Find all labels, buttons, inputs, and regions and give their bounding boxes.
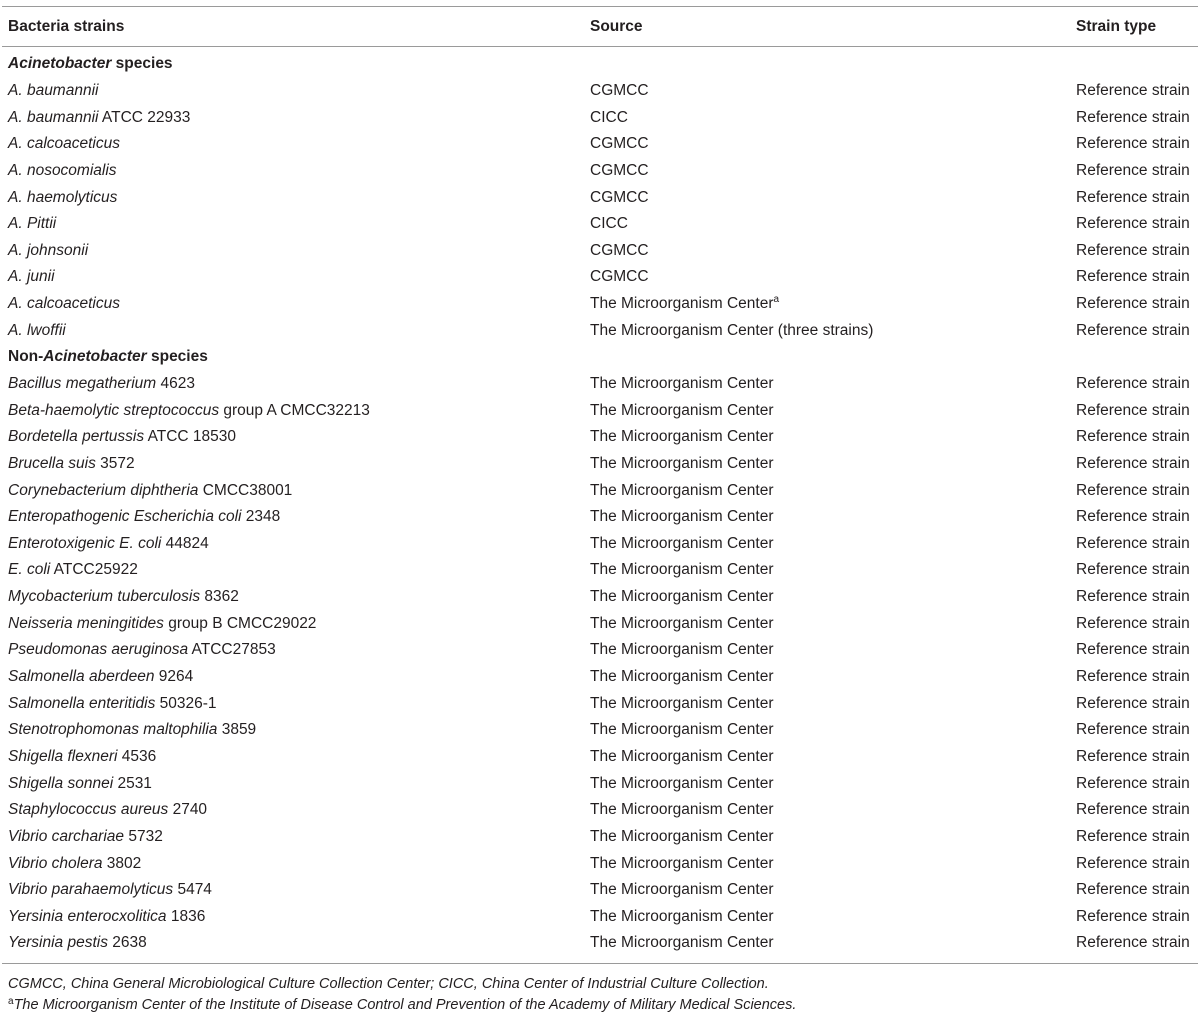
table-row: [2, 184, 1198, 211]
cell-strain-name: [2, 104, 584, 131]
header-strain-type: Strain type: [1073, 7, 1198, 47]
strain-name-segment: 4623: [156, 375, 195, 392]
cell-strain-name: [2, 930, 584, 963]
strain-name-segment: 44824: [161, 534, 209, 552]
strain-name-segment: Staphylococcus aureus: [8, 801, 169, 819]
cell-strain-name: [2, 264, 584, 291]
cell-strain-type: Reference strain: [1076, 881, 1190, 899]
strain-name-segment: Brucella suis: [8, 454, 96, 472]
strain-name-segment: 5474: [173, 881, 212, 899]
cell-strain-name: [2, 211, 584, 238]
table-row: [2, 904, 1198, 931]
strain-name-segment: ATCC 22933: [98, 108, 191, 126]
cell-source: [584, 637, 1073, 664]
cell-source: [584, 904, 1073, 931]
strain-name-segment: 1836: [166, 907, 206, 925]
table-header: [2, 7, 1198, 47]
source-text: The Microorganism Center: [590, 774, 774, 792]
cell-strain-type: Reference strain: [1076, 588, 1190, 606]
cell-source: [584, 584, 1073, 611]
header-source: Source: [584, 7, 1073, 47]
cell-strain-name: [2, 557, 584, 584]
cell-strain-name: [2, 744, 584, 771]
cell-source: [584, 557, 1073, 584]
cell-strain-type: Reference strain: [1076, 375, 1190, 392]
table-row: [2, 690, 1198, 717]
group-label-segment: species: [111, 55, 173, 73]
cell-strain-type: Reference strain: [1076, 428, 1190, 446]
group-header-row: [2, 344, 1198, 371]
cell-source: [584, 477, 1073, 504]
strain-name-segment: Beta-haemolytic streptococcus: [8, 401, 220, 419]
source-text: The Microorganism Center: [590, 881, 774, 899]
source-text: The Microorganism Center: [590, 534, 774, 552]
header-bacteria-strains: Bacteria strains: [2, 7, 584, 47]
strain-name-segment: A. baumannii: [8, 81, 99, 99]
strain-name-segment: 50326-1: [155, 694, 217, 712]
source-text: CICC: [590, 108, 628, 126]
table-row: [2, 237, 1198, 264]
cell-source: [584, 158, 1073, 185]
table-row: [2, 317, 1198, 344]
cell-strain-name: [2, 451, 584, 478]
table-row: [2, 824, 1198, 851]
cell-source: [584, 211, 1073, 238]
strain-name-segment: E. coli: [8, 561, 51, 579]
cell-strain-name: [2, 797, 584, 824]
cell-strain-type: Reference strain: [1076, 81, 1190, 99]
cell-source: [584, 824, 1073, 851]
strain-name-segment: Mycobacterium tuberculosis: [8, 588, 201, 606]
source-text: CGMCC: [590, 268, 649, 286]
strain-name-segment: CMCC38001: [198, 481, 293, 499]
source-text: The Microorganism Center: [590, 481, 774, 499]
strain-name-segment: A. calcoaceticus: [8, 135, 120, 153]
strain-name-segment: Vibrio parahaemolyticus: [8, 881, 174, 899]
source-text: The Microorganism Center: [590, 721, 774, 739]
cell-strain-name: [2, 904, 584, 931]
table-body: [2, 47, 1198, 964]
group-label-segment: Acinetobacter: [8, 55, 112, 73]
source-text: The Microorganism Center: [590, 614, 774, 632]
cell-source: [584, 131, 1073, 158]
source-text: The Microorganism Center (three strains): [590, 321, 874, 339]
strain-name-segment: Salmonella enteritidis: [8, 694, 156, 712]
table-row: [2, 797, 1198, 824]
cell-source: [584, 531, 1073, 558]
group-header-label: [2, 47, 1198, 78]
table-row: [2, 264, 1198, 291]
source-text: The Microorganism Center: [590, 454, 774, 472]
source-text: The Microorganism Center: [590, 401, 774, 419]
cell-strain-type: Reference strain: [1076, 321, 1190, 339]
strain-name-segment: Enteropathogenic Escherichia coli: [8, 508, 242, 526]
strain-name-segment: Corynebacterium diphtheria: [8, 481, 199, 499]
cell-strain-type: Reference strain: [1076, 508, 1190, 526]
table-row: [2, 451, 1198, 478]
cell-strain-type: Reference strain: [1076, 215, 1190, 233]
cell-strain-name: [2, 531, 584, 558]
source-text: CGMCC: [590, 81, 649, 99]
cell-strain-name: [2, 397, 584, 424]
strain-name-segment: Yersinia enterocxolitica: [8, 907, 167, 925]
cell-strain-name: [2, 504, 584, 531]
cell-source: [584, 744, 1073, 771]
strain-name-segment: 4536: [117, 747, 157, 765]
strain-name-segment: Yersinia pestis: [8, 934, 108, 952]
source-text: The Microorganism Center: [590, 561, 774, 579]
cell-source: [584, 184, 1073, 211]
source-text: The Microorganism Center: [590, 827, 774, 845]
strain-name-segment: ATCC 18530: [144, 428, 237, 446]
cell-strain-type: Reference strain: [1076, 188, 1190, 206]
table-row: [2, 770, 1198, 797]
source-text: The Microorganism Center: [590, 694, 774, 712]
cell-strain-type: Reference strain: [1076, 827, 1190, 845]
strain-name-segment: 3859: [217, 721, 257, 739]
footnote-a-marker: a: [8, 996, 14, 1007]
table-row: [2, 557, 1198, 584]
table-footnotes: [8, 974, 796, 1016]
cell-source: [584, 930, 1073, 963]
table-row: [2, 531, 1198, 558]
source-text: The Microorganism Center: [590, 747, 774, 765]
source-text: The Microorganism Center: [590, 854, 774, 872]
cell-strain-name: [2, 371, 584, 398]
cell-source: [584, 78, 1073, 105]
strain-name-segment: group B CMCC29022: [163, 614, 317, 632]
table-row: [2, 664, 1198, 691]
table-row: [2, 850, 1198, 877]
strain-table: [2, 6, 1198, 964]
table-row: [2, 424, 1198, 451]
strain-name-segment: Neisseria meningitides: [8, 614, 164, 632]
source-text: The Microorganism Center: [590, 508, 774, 526]
table-row: [2, 78, 1198, 105]
table-row: [2, 104, 1198, 131]
cell-strain-name: [2, 584, 584, 611]
cell-source: [584, 850, 1073, 877]
source-text: CGMCC: [590, 241, 649, 259]
source-text: The Microorganism Center: [590, 668, 774, 686]
source-text: The Microorganism Center: [590, 801, 774, 819]
cell-strain-name: [2, 131, 584, 158]
strain-name-segment: 2348: [241, 508, 281, 526]
cell-source: [584, 317, 1073, 344]
table-row: [2, 717, 1198, 744]
footnote-a: [8, 995, 796, 1016]
cell-strain-type: Reference strain: [1076, 774, 1190, 792]
strain-name-segment: 2531: [113, 774, 152, 792]
group-header-label: [2, 344, 1198, 371]
strain-name-segment: ATCC27853: [188, 641, 276, 659]
cell-strain-type: Reference strain: [1076, 801, 1190, 819]
table-row: [2, 877, 1198, 904]
source-text: CGMCC: [590, 161, 649, 179]
group-label-segment: species: [146, 348, 208, 366]
strain-name-segment: Salmonella aberdeen: [8, 668, 155, 686]
strain-name-segment: group A CMCC32213: [219, 401, 370, 419]
strain-name-segment: 8362: [200, 588, 239, 606]
strain-name-segment: Vibrio carchariae: [8, 827, 125, 845]
cell-strain-type: Reference strain: [1076, 641, 1190, 659]
table-row: [2, 131, 1198, 158]
cell-strain-name: [2, 158, 584, 185]
cell-source: [584, 690, 1073, 717]
cell-strain-name: [2, 424, 584, 451]
cell-strain-type: Reference strain: [1076, 721, 1190, 739]
strain-name-segment: 9264: [154, 668, 194, 686]
group-label-segment: Acinetobacter: [43, 348, 147, 366]
strain-name-segment: Vibrio cholera: [8, 854, 103, 872]
cell-strain-name: [2, 824, 584, 851]
cell-strain-type: Reference strain: [1076, 534, 1190, 552]
table-row: [2, 610, 1198, 637]
strain-name-segment: Bordetella pertussis: [8, 428, 145, 446]
strain-name-segment: Shigella sonnei: [8, 774, 114, 792]
cell-strain-type: Reference strain: [1076, 907, 1190, 925]
strain-name-segment: Bacillus megatherium: [8, 375, 157, 392]
cell-source: [584, 264, 1073, 291]
strain-name-segment: ATCC25922: [50, 561, 138, 579]
strain-name-segment: 3572: [95, 454, 135, 472]
cell-strain-name: [2, 291, 584, 318]
cell-strain-type: Reference strain: [1076, 694, 1190, 712]
cell-source: [584, 291, 1073, 318]
cell-strain-name: [2, 610, 584, 637]
table-row: [2, 211, 1198, 238]
cell-strain-name: [2, 877, 584, 904]
strain-name-segment: Stenotrophomonas maltophilia: [8, 721, 218, 739]
cell-strain-name: [2, 477, 584, 504]
source-text: The Microorganism Center: [590, 907, 774, 925]
strain-name-segment: Shigella flexneri: [8, 747, 118, 765]
cell-source: [584, 371, 1073, 398]
strain-table-container: [0, 6, 1200, 964]
cell-strain-type: Reference strain: [1076, 241, 1190, 259]
cell-source: [584, 770, 1073, 797]
source-text: The Microorganism Center: [590, 295, 774, 313]
cell-strain-name: [2, 770, 584, 797]
table-row: [2, 584, 1198, 611]
table-row: [2, 371, 1198, 398]
cell-source: [584, 664, 1073, 691]
cell-strain-type: Reference strain: [1076, 561, 1190, 579]
table-row: [2, 158, 1198, 185]
strain-name-segment: A. calcoaceticus: [8, 295, 120, 313]
source-text: The Microorganism Center: [590, 641, 774, 659]
cell-source: [584, 504, 1073, 531]
cell-strain-type: Reference strain: [1073, 930, 1198, 963]
cell-strain-name: [2, 184, 584, 211]
source-text: The Microorganism Center: [590, 934, 774, 952]
table-row: [2, 504, 1198, 531]
source-text: CGMCC: [590, 135, 649, 153]
strain-name-segment: 2638: [107, 934, 147, 952]
cell-source: [584, 104, 1073, 131]
cell-source: [584, 237, 1073, 264]
cell-source: [584, 451, 1073, 478]
cell-strain-name: [2, 237, 584, 264]
table-row: [2, 744, 1198, 771]
strain-name-segment: A. Pittii: [8, 215, 57, 233]
strain-name-segment: 3802: [102, 854, 142, 872]
cell-strain-name: [2, 850, 584, 877]
strain-name-segment: Pseudomonas aeruginosa: [8, 641, 189, 659]
source-text: The Microorganism Center: [590, 375, 774, 392]
cell-strain-name: [2, 717, 584, 744]
cell-strain-name: [2, 690, 584, 717]
table-row: [2, 291, 1198, 318]
cell-strain-type: Reference strain: [1076, 161, 1190, 179]
cell-strain-type: Reference strain: [1076, 108, 1190, 126]
cell-strain-type: Reference strain: [1076, 854, 1190, 872]
header-row: [2, 7, 1198, 47]
source-text: CGMCC: [590, 188, 649, 206]
cell-source: [584, 877, 1073, 904]
table-row: [2, 930, 1198, 963]
footnote-a-text: The Microorganism Center of the Institute of Disease Control and Prevention of the Academy of Military Medical Sciences.: [13, 997, 797, 1013]
source-text: The Microorganism Center: [590, 588, 774, 606]
strain-name-segment: A. junii: [8, 268, 55, 286]
cell-strain-type: Reference strain: [1076, 747, 1190, 765]
source-text: CICC: [590, 215, 628, 233]
group-label-segment: Non-: [8, 348, 44, 366]
strain-name-segment: 2740: [168, 801, 208, 819]
cell-source: [584, 397, 1073, 424]
cell-strain-type: Reference strain: [1076, 668, 1190, 686]
cell-strain-name: [2, 637, 584, 664]
table-row: [2, 637, 1198, 664]
cell-strain-type: Reference strain: [1076, 454, 1190, 472]
table-row: [2, 397, 1198, 424]
cell-strain-name: [2, 664, 584, 691]
cell-strain-type: Reference strain: [1076, 135, 1190, 153]
cell-strain-name: [2, 317, 584, 344]
cell-strain-type: Reference strain: [1076, 614, 1190, 632]
cell-source: [584, 424, 1073, 451]
footnote-abbreviations: CGMCC, China General Microbiological Culture Collection Center; CICC, China Center of Industrial Culture Collection.: [8, 976, 769, 992]
cell-source: [584, 717, 1073, 744]
strain-name-segment: A. haemolyticus: [8, 188, 118, 206]
cell-strain-name: [2, 78, 584, 105]
cell-source: [584, 797, 1073, 824]
table-row: [2, 477, 1198, 504]
strain-name-segment: A. nosocomialis: [8, 161, 117, 179]
cell-strain-type: Reference strain: [1076, 481, 1190, 499]
strain-name-segment: 5732: [124, 827, 163, 845]
strain-name-segment: Enterotoxigenic E. coli: [8, 534, 162, 552]
cell-strain-type: Reference strain: [1076, 401, 1190, 419]
cell-strain-type: Reference strain: [1076, 268, 1190, 286]
strain-name-segment: A. johnsonii: [8, 241, 89, 259]
strain-name-segment: A. lwoffii: [8, 321, 66, 339]
source-text: The Microorganism Center: [590, 428, 774, 446]
cell-strain-type: Reference strain: [1076, 295, 1190, 313]
strain-name-segment: A. baumannii: [8, 108, 99, 126]
footnote-marker: a: [773, 293, 780, 305]
cell-source: [584, 610, 1073, 637]
group-header-row: [2, 47, 1198, 78]
